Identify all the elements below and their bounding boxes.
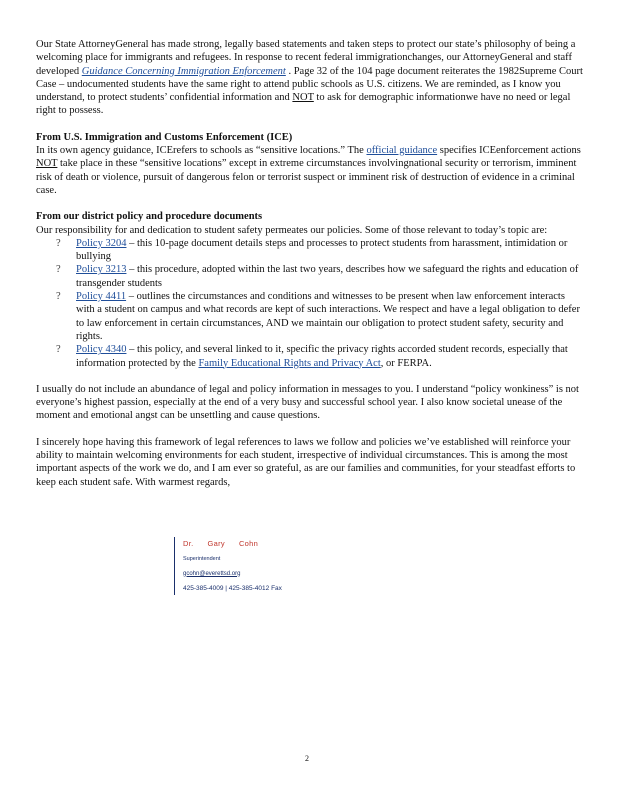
district-heading: From our district policy and procedure documents: [36, 211, 263, 223]
ice-heading: From U.S. Immigration and Customs Enforcement (ICE): [36, 131, 293, 143]
intro-text-3: to ask for demographic informationwe have no need or legal right to possess.: [36, 92, 571, 117]
policy-3204-link[interactable]: Policy 3204: [76, 237, 127, 249]
list-item: [36, 343, 584, 370]
policy-3213-text: – this procedure, adopted within the last two years, describes how we safeguard the rights and education of transgender students: [76, 264, 579, 289]
official-guidance-link[interactable]: official guidance: [366, 145, 438, 157]
bullet-glyph: ?: [56, 237, 61, 249]
policy-4340-tail: , or FERPA.: [380, 357, 432, 369]
policy-4340-link[interactable]: Policy 4340: [76, 344, 127, 356]
closing-paragraph: I sincerely hope having this framework of legal references to laws we follow and policies we’ve established will reinforce your ability to maintain welcoming environments for each student, irrespective of individual circumstances. This is among the most important aspects of the work we do, and I am ever so grateful, as are our families and communities, for your steadfast efforts to keep each student safe. With warmest regards,: [36, 436, 576, 488]
guidance-link[interactable]: Guidance Concerning Immigration Enforcement: [81, 65, 286, 77]
bullet-glyph: ?: [56, 264, 61, 276]
policy-3204-text: – this 10-page document details steps and processes to protect students from harassment, intimidation or bullying: [76, 237, 568, 263]
list-item: [36, 290, 584, 343]
signature-prefix: Dr.: [183, 539, 194, 548]
ice-not-word: NOT: [36, 158, 58, 170]
signature-name: [183, 537, 282, 550]
page-number: 2: [305, 754, 309, 763]
list-item: [36, 263, 584, 290]
intro-text-2: . Page 32 of the 104 page document reiterates the 1982Supreme Court Case – undocumented students have the same right to attend public schools as U.S. citizens. We are reminded, as I know you understand, to protect students’ confidential information and: [36, 65, 583, 104]
signature-email-link[interactable]: gcohn@everettsd.org: [183, 570, 241, 577]
policy-4340-text: – this policy, and several linked to it, specific the privacy rights accorded student records, especially that information protected by the: [76, 344, 568, 369]
signature-first-name: Gary: [207, 539, 225, 548]
ferpa-link[interactable]: Family Educational Rights and Privacy Act: [198, 357, 381, 369]
signature-title: Superintendent: [183, 556, 221, 563]
policy-3213-link[interactable]: Policy 3213: [76, 264, 127, 276]
district-intro: Our responsibility for and dedication to student safety permeates our policies. Some of those relevant to today’s topic are:: [36, 224, 548, 236]
policy-4411-text: – outlines the circumstances and conditions and witnesses to be present when law enforcement interacts with a student on campus and what records are kept of such interactions. We respect and have a legal obligation to defer to law enforcement in certain circumstances, AND we maintain our obligation to protect student safety, security and rights.: [76, 291, 580, 342]
policy-list: [36, 237, 584, 370]
letter-body: [36, 38, 584, 502]
policy-4411-link[interactable]: Policy 4411: [76, 291, 127, 303]
bullet-glyph: ?: [56, 344, 61, 356]
signature-last-name: Cohn: [238, 539, 259, 548]
signature-phone: 425-385-4009 | 425-385-4012 Fax: [183, 584, 282, 592]
intro-text-1: Our State AttorneyGeneral has made strong, legally based statements and taken steps to protect our state’s philosophy of being a welcoming place for immigrants and refugees. In response to recent federal immigrationchanges, our AttorneyGeneral and staff developed: [36, 39, 576, 77]
wonkiness-paragraph: I usually do not include an abundance of legal and policy information in messages to you. I understand “policy wonkiness” is not everyone’s highest passion, especially at the end of a very busy and successful school year. I also know societal unease of the moment and emotional angst can be unsettling and cause questions.: [36, 383, 579, 422]
bullet-glyph: ?: [56, 291, 61, 303]
ice-paragraph: [36, 144, 584, 197]
ice-text-3: take place in these “sensitive locations” except in extreme circumstances involvingnational security or terrorism, imminent risk of death or violence, pursuit of dangerous felon or terrorist suspect or imminent risk of destruction of evidence in a criminal case.: [36, 158, 577, 196]
intro-not-word: NOT: [292, 92, 314, 104]
intro-paragraph: [36, 38, 584, 118]
list-item: [36, 237, 584, 264]
signature-block: [174, 537, 282, 595]
ice-text-1: In its own agency guidance, ICErefers to schools as “sensitive locations.” The: [36, 145, 367, 157]
ice-text-2: specifies ICEenforcement actions: [437, 145, 581, 157]
